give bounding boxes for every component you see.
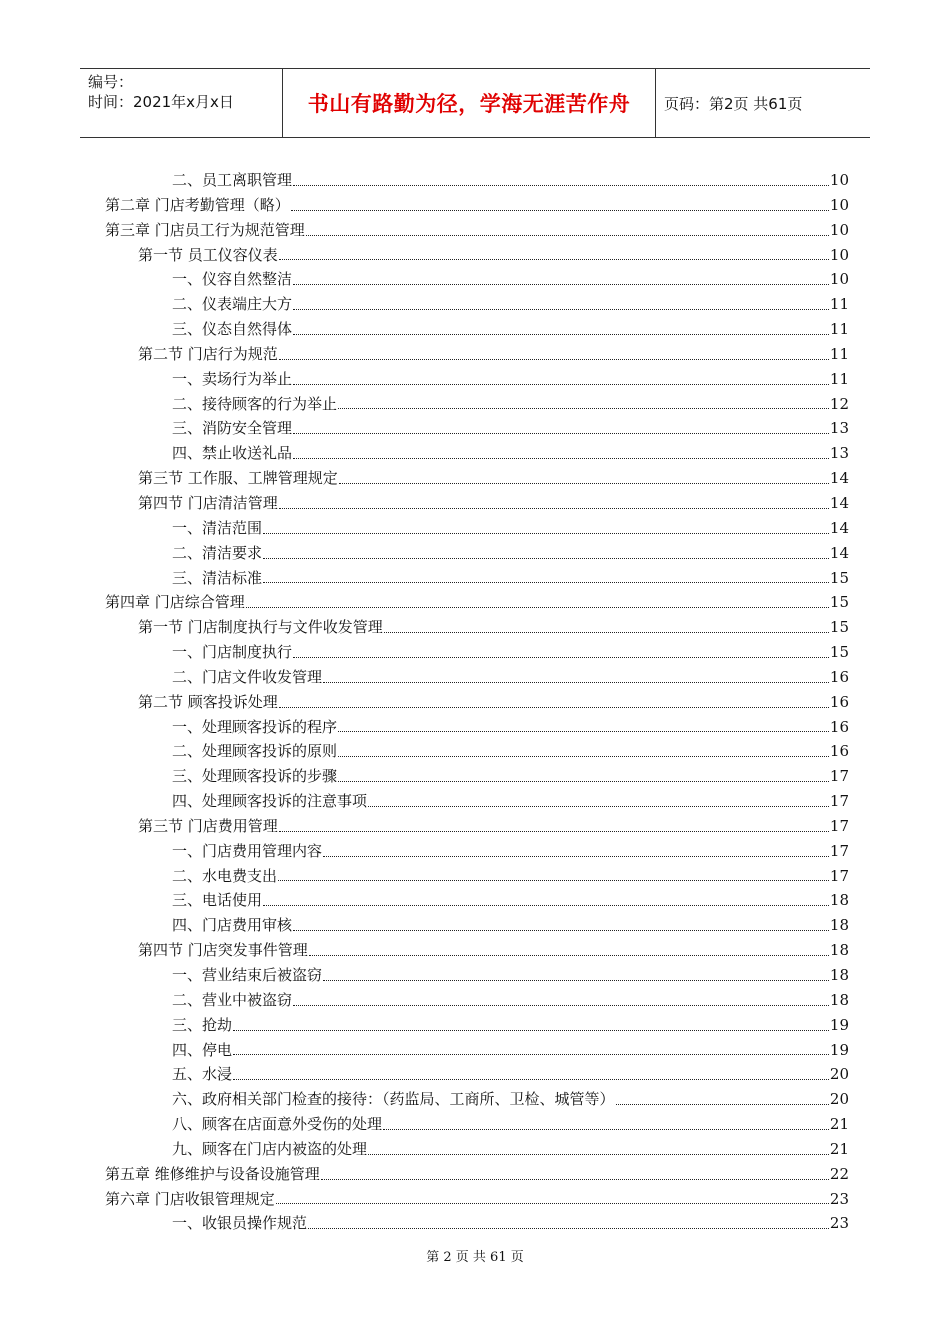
- toc-dot-leader: [233, 1079, 829, 1080]
- toc-entry[interactable]: [105, 988, 849, 1013]
- toc-dot-leader: [323, 682, 829, 683]
- toc-entry-title: 一、仪容自然整洁: [172, 270, 293, 289]
- toc-entry-page: 20: [829, 1090, 849, 1109]
- toc-entry-page: 11: [829, 344, 849, 363]
- toc-dot-leader: [321, 1179, 829, 1180]
- toc-entry-title: 第二章 门店考勤管理（略）: [105, 195, 290, 214]
- toc-dot-leader: [368, 806, 829, 807]
- toc-entry-title: 六、政府相关部门检查的接待：（药监局、工商所、卫检、城管等）: [172, 1090, 615, 1109]
- toc-entry[interactable]: [105, 590, 849, 615]
- toc-entry[interactable]: [105, 864, 849, 889]
- toc-entry[interactable]: [105, 466, 849, 491]
- toc-entry[interactable]: [105, 1038, 849, 1063]
- toc-entry[interactable]: [105, 839, 849, 864]
- toc-entry[interactable]: [105, 367, 849, 392]
- toc-entry[interactable]: [105, 938, 849, 963]
- toc-entry[interactable]: [105, 789, 849, 814]
- toc-entry[interactable]: [105, 342, 849, 367]
- toc-entry-title: 一、门店费用管理内容: [172, 841, 323, 860]
- toc-entry[interactable]: [105, 739, 849, 764]
- toc-dot-leader: [338, 408, 829, 409]
- toc-entry-title: 二、水电费支出: [172, 866, 278, 885]
- toc-entry-page: 10: [829, 245, 849, 264]
- toc-entry[interactable]: [105, 1162, 849, 1187]
- toc-entry-title: 第六章 门店收银管理规定: [105, 1189, 275, 1208]
- toc-entry-page: 22: [829, 1164, 849, 1183]
- toc-entry-title: 二、员工离职管理: [172, 171, 293, 189]
- toc-entry-title: 三、清洁标准: [172, 568, 263, 587]
- toc-entry-page: 13: [829, 444, 849, 463]
- toc-dot-leader: [279, 707, 829, 708]
- toc-entry-title: 二、接待顾客的行为举止: [172, 394, 338, 413]
- toc-entry[interactable]: [105, 1013, 849, 1038]
- toc-entry-page: 16: [829, 667, 849, 686]
- toc-entry-title: 三、仪态自然得体: [172, 320, 293, 339]
- toc-entry-title: 第四节 门店清洁管理: [138, 493, 278, 512]
- toc-dot-leader: [263, 533, 829, 534]
- toc-entry-page: 12: [829, 394, 849, 413]
- toc-entry-page: 16: [829, 742, 849, 761]
- toc-entry[interactable]: [105, 1187, 849, 1212]
- toc-entry[interactable]: [105, 491, 849, 516]
- toc-dot-leader: [279, 831, 829, 832]
- toc-dot-leader: [293, 458, 829, 459]
- toc-entry-title: 一、营业结束后被盗窃: [172, 966, 323, 984]
- toc-entry-page: 19: [829, 1015, 849, 1034]
- toc-entry-page: 18: [829, 891, 849, 910]
- toc-dot-leader: [616, 1104, 829, 1105]
- toc-entry-page: 15: [829, 643, 849, 662]
- toc-entry-page: 18: [829, 916, 849, 935]
- toc-dot-leader: [338, 781, 829, 782]
- toc-entry[interactable]: [105, 1087, 849, 1112]
- toc-entry[interactable]: [105, 541, 849, 566]
- toc-dot-leader: [338, 756, 829, 757]
- toc-dot-leader: [293, 657, 829, 658]
- toc-entry-title: 九、顾客在门店内被盗的处理: [172, 1139, 368, 1158]
- toc-entry-page: 17: [829, 841, 849, 860]
- toc-dot-leader: [323, 980, 829, 981]
- toc-dot-leader: [308, 1228, 829, 1229]
- toc-entry-title: 四、禁止收送礼品: [172, 444, 293, 463]
- toc-dot-leader: [323, 856, 829, 857]
- toc-entry-title: 二、仪表端庄大方: [172, 295, 293, 314]
- toc-entry-page: 21: [829, 1139, 849, 1158]
- toc-entry-page: 16: [829, 692, 849, 711]
- page-header: [80, 68, 870, 138]
- toc-entry[interactable]: [105, 267, 849, 292]
- toc-dot-leader: [293, 185, 829, 186]
- toc-entry-title: 三、处理顾客投诉的步骤: [172, 767, 338, 786]
- toc-dot-leader: [246, 607, 829, 608]
- toc-entry-page: 13: [829, 419, 849, 438]
- toc-entry-page: 18: [829, 966, 849, 984]
- toc-entry-page: 23: [829, 1189, 849, 1208]
- toc-entry-page: 15: [829, 618, 849, 637]
- toc-entry-page: 15: [829, 593, 849, 612]
- toc-entry-page: 10: [829, 195, 849, 214]
- toc-entry-page: 17: [829, 767, 849, 786]
- toc-entry-title: 第二节 顾客投诉处理: [138, 692, 278, 711]
- toc-entry-title: 三、消防安全管理: [172, 419, 293, 438]
- toc-entry-page: 11: [829, 369, 849, 388]
- toc-entry-title: 一、门店制度执行: [172, 643, 293, 662]
- toc-dot-leader: [338, 731, 829, 732]
- toc-entry-title: 一、清洁范围: [172, 518, 263, 537]
- document-number-label: 编号：: [88, 73, 134, 91]
- toc-entry-title: 二、门店文件收发管理: [172, 667, 323, 686]
- toc-entry[interactable]: [105, 665, 849, 690]
- toc-entry-title: 第三章 门店员工行为规范管理: [105, 220, 305, 239]
- toc-dot-leader: [233, 1054, 829, 1055]
- toc-entry-page: 14: [829, 493, 849, 512]
- toc-entry-page: 20: [829, 1065, 849, 1084]
- toc-entry[interactable]: [105, 1062, 849, 1087]
- toc-dot-leader: [368, 1154, 829, 1155]
- document-date: 时间：2021年x月x日: [88, 93, 234, 111]
- toc-dot-leader: [293, 433, 829, 434]
- header-motto: 书山有路勤为径，学海无涯苦作舟: [307, 92, 631, 116]
- toc-entry-page: 17: [829, 792, 849, 811]
- toc-entry-page: 18: [829, 990, 849, 1009]
- toc-entry[interactable]: [105, 566, 849, 591]
- toc-entry[interactable]: [105, 292, 849, 317]
- toc-entry[interactable]: [105, 814, 849, 839]
- toc-entry[interactable]: [105, 441, 849, 466]
- toc-entry-title: 一、处理顾客投诉的程序: [172, 717, 338, 736]
- toc-entry-page: 14: [829, 518, 849, 537]
- toc-dot-leader: [291, 210, 829, 211]
- toc-dot-leader: [383, 1129, 829, 1130]
- toc-dot-leader: [279, 359, 829, 360]
- toc-dot-leader: [293, 1005, 829, 1006]
- toc-dot-leader: [276, 1203, 829, 1204]
- toc-entry[interactable]: [105, 243, 849, 268]
- toc-dot-leader: [293, 309, 829, 310]
- toc-entry-title: 四、门店费用审核: [172, 916, 293, 935]
- header-meta: [88, 72, 283, 112]
- toc-dot-leader: [233, 1030, 829, 1031]
- toc-entry-page: 10: [829, 270, 849, 289]
- toc-entry-title: 第四节 门店突发事件管理: [138, 941, 308, 960]
- toc-entry-title: 三、电话使用: [172, 891, 263, 910]
- toc-entry[interactable]: [105, 690, 849, 715]
- toc-entry-page: 23: [829, 1214, 849, 1233]
- toc-dot-leader: [293, 384, 829, 385]
- toc-entry[interactable]: [105, 963, 849, 988]
- toc-dot-leader: [279, 508, 829, 509]
- toc-entry[interactable]: [105, 317, 849, 342]
- toc-entry-page: 14: [829, 543, 849, 562]
- toc-entry-page: 18: [829, 941, 849, 960]
- toc-dot-leader: [293, 334, 829, 335]
- toc-entry-page: 16: [829, 717, 849, 736]
- toc-entry[interactable]: [105, 168, 849, 193]
- toc-entry[interactable]: [105, 888, 849, 913]
- toc-entry-page: 10: [829, 220, 849, 239]
- toc-entry[interactable]: [105, 218, 849, 243]
- toc-entry-page: 17: [829, 866, 849, 885]
- toc-entry[interactable]: [105, 516, 849, 541]
- toc-entry-title: 一、卖场行为举止: [172, 369, 293, 388]
- toc-entry-page: 11: [829, 295, 849, 314]
- toc-entry-title: 二、处理顾客投诉的原则: [172, 742, 338, 761]
- toc-entry-title: 二、营业中被盗窃: [172, 990, 293, 1009]
- toc-entry-title: 三、抢劫: [172, 1015, 233, 1034]
- toc-entry[interactable]: [105, 193, 849, 218]
- toc-entry-title: 第三节 工作服、工牌管理规定: [138, 469, 338, 488]
- toc-entry-title: 四、处理顾客投诉的注意事项: [172, 792, 368, 811]
- toc-entry[interactable]: [105, 1112, 849, 1137]
- toc-dot-leader: [263, 582, 829, 583]
- toc-dot-leader: [278, 880, 829, 881]
- toc-entry-page: 17: [829, 816, 849, 835]
- toc-dot-leader: [309, 955, 829, 956]
- toc-entry-page: 14: [829, 469, 849, 488]
- toc-entry[interactable]: [105, 416, 849, 441]
- toc-dot-leader: [279, 259, 829, 260]
- toc-entry-page: 15: [829, 568, 849, 587]
- toc-dot-leader: [263, 558, 829, 559]
- table-of-contents: [105, 168, 849, 1236]
- toc-dot-leader: [306, 235, 829, 236]
- toc-entry-title: 四、停电: [172, 1040, 233, 1059]
- toc-entry-title: 一、收银员操作规范: [172, 1214, 308, 1233]
- toc-entry[interactable]: [105, 640, 849, 665]
- toc-entry[interactable]: [105, 1137, 849, 1162]
- toc-entry-title: 第二节 门店行为规范: [138, 344, 278, 363]
- toc-entry[interactable]: [105, 764, 849, 789]
- toc-entry-page: 19: [829, 1040, 849, 1059]
- toc-entry[interactable]: [105, 913, 849, 938]
- toc-entry[interactable]: [105, 715, 849, 740]
- page-footer: 第 2 页 共 61 页: [426, 1250, 524, 1265]
- toc-entry-title: 五、水浸: [172, 1065, 233, 1084]
- header-divider: [655, 69, 656, 137]
- toc-entry[interactable]: [105, 1211, 849, 1236]
- toc-entry[interactable]: [105, 392, 849, 417]
- toc-dot-leader: [293, 284, 829, 285]
- toc-entry-page: 21: [829, 1115, 849, 1134]
- toc-dot-leader: [263, 905, 829, 906]
- toc-dot-leader: [384, 632, 829, 633]
- toc-entry-title: 第三节 门店费用管理: [138, 816, 278, 835]
- toc-dot-leader: [293, 930, 829, 931]
- toc-entry-page: 11: [829, 320, 849, 339]
- toc-entry-title: 八、顾客在店面意外受伤的处理: [172, 1115, 383, 1134]
- toc-entry-title: 第一节 门店制度执行与文件收发管理: [138, 618, 383, 637]
- toc-entry-title: 二、清洁要求: [172, 543, 263, 562]
- toc-entry-title: 第五章 维修维护与设备设施管理: [105, 1164, 320, 1183]
- toc-dot-leader: [339, 483, 829, 484]
- toc-entry-title: 第一节 员工仪容仪表: [138, 245, 278, 264]
- header-page-info: 页码：第2页 共61页: [664, 94, 803, 113]
- toc-entry-page: 10: [829, 171, 849, 189]
- toc-entry-title: 第四章 门店综合管理: [105, 593, 245, 612]
- toc-entry[interactable]: [105, 615, 849, 640]
